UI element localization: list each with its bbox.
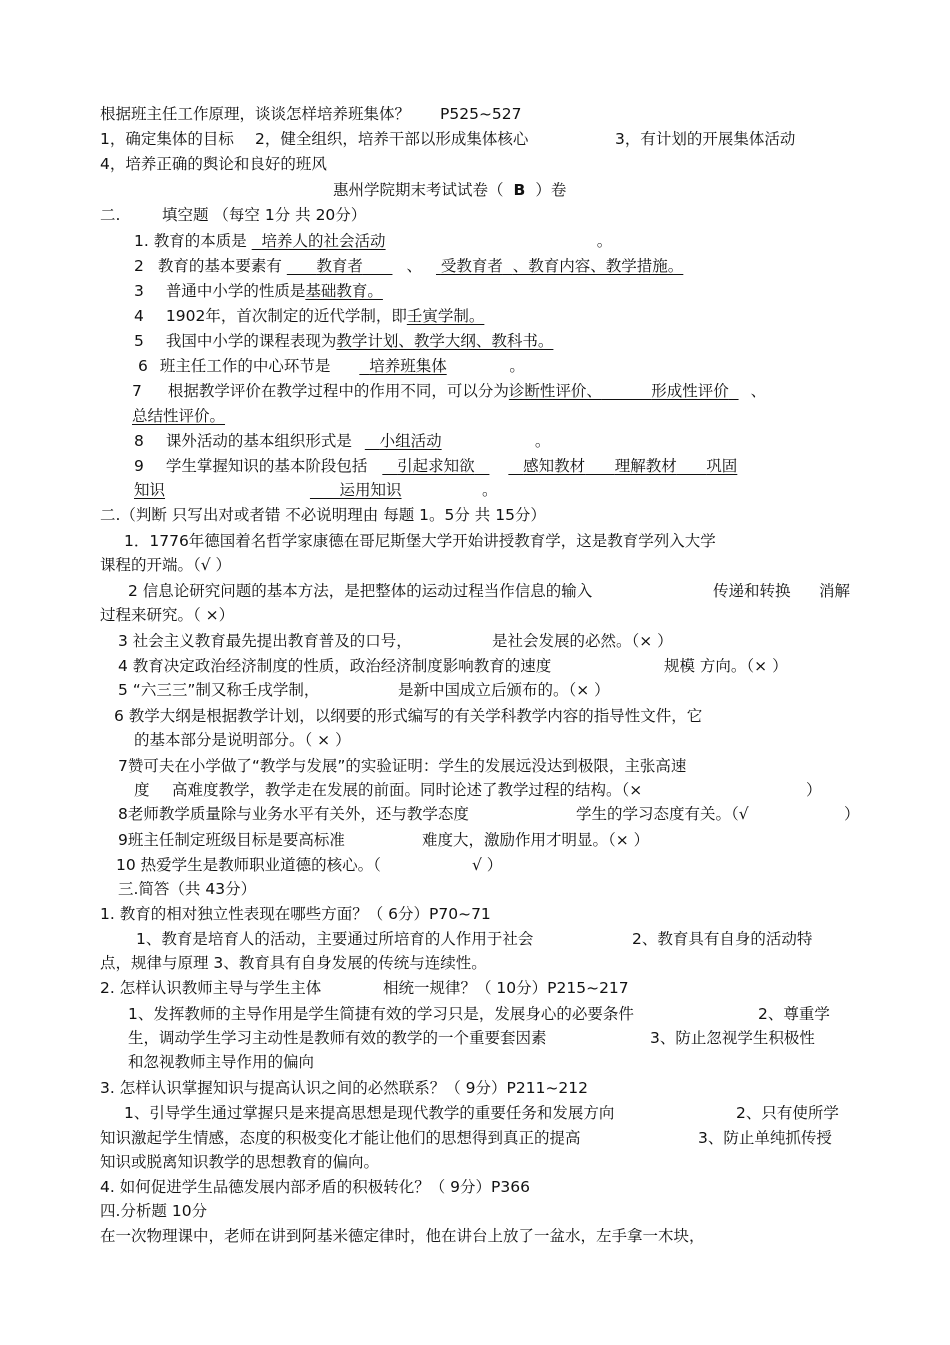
intro-answer-d: 4，培养正确的舆论和良好的班风 (100, 155, 327, 173)
fill-q8-answer: 小组活动 (379, 432, 442, 450)
fill-q5-answer: 教学计划、教学大纲、教科书。 (336, 332, 554, 350)
fill-q7-answer-3: 总结性评价。 (132, 407, 226, 425)
judge-q5: 5 “六三三”制又称壬戌学制， 是新中国成立后颁布的。（× ） (118, 681, 610, 699)
judge-q1: 1．1776年德国着名哲学家康德在哥尼斯堡大学开始讲授教育学，这是教育学列入大学 (124, 532, 716, 550)
short-q1-answer-cont: 点，规律与原理 3、教育具有自身发展的传统与连续性。 (100, 954, 487, 972)
judge-q1-cont: 课程的开端。（√ ） (100, 556, 232, 574)
judge-q9: 9班主任制定班级目标是要高标准 难度大，激励作用才明显。（× ） (118, 831, 650, 849)
fill-q9-answer-1: 引起求知欲 (397, 457, 475, 475)
judge-q2-cont: 过程来研究。（ ×） (100, 606, 235, 624)
short-heading: 三.简答（共 43分） (118, 880, 257, 898)
intro-question-ref: P525~527 (440, 105, 522, 123)
judge-q10: 10 热爱学生是教师职业道德的核心。（ √ ） (116, 856, 503, 874)
judge-q6: 6 教学大纲是根据教学计划，以纲要的形式编写的有关学科教学内容的指导性文件，它 (114, 707, 703, 725)
intro-answer-line-1 (100, 129, 796, 149)
fill-q4-answer: 壬寅学制。 (406, 307, 485, 325)
fill-q7-answer-2: 形成性评价 (651, 382, 729, 400)
exam-variant: B (513, 181, 526, 199)
fill-q1-answer: 培养人的社会活动 (261, 232, 386, 250)
fill-q9-answer-2: 感知教材 理解教材 巩固 (523, 457, 738, 475)
fill-q6-answer: 培养班集体 (369, 357, 447, 375)
judge-q3: 3 社会主义教育最先提出教育普及的口号， 是社会发展的必然。（× ） (118, 632, 673, 650)
fill-blank-title: 填空题 （每空 1分 共 20分） (162, 206, 367, 224)
short-q3: 3. 怎样认识掌握知识与提高认识之间的必然联系？（ 9分）P211~212 (100, 1079, 589, 1097)
fill-q7: 7 根据教学评价在教学过程中的作用不同，可以分为诊断性评价、 形成性评价 、 (132, 382, 767, 400)
fill-q5: 5 我国中小学的课程表现为教学计划、教学大纲、教科书。 (134, 331, 567, 351)
fill-q7-cont (132, 406, 225, 426)
judge-heading: 二.（判断 只写出对或者错 不必说明理由 每题 1。5分 共 15分） (100, 506, 546, 524)
fill-blank-heading: 二. 填空题 （每空 1分 共 20分） (100, 206, 367, 224)
judge-q4: 4 教育决定政治经济制度的性质，政治经济制度影响教育的速度 规模 方向。（× ） (118, 657, 788, 675)
fill-q8: 8 课外活动的基本组织形式是 小组活动 。 (134, 432, 551, 450)
fill-q3-answer: 基础教育。 (305, 282, 383, 300)
fill-q2: 2 教育的基本要素有 教育者 、 受教育者 、教育内容、教学措施。 (134, 257, 684, 275)
fill-q1: 1. 教育的本质是 培养人的社会活动 。 (134, 232, 613, 250)
judge-q7-cont: 度 高难度教学，教学走在发展的前面。同时论述了教学过程的结构。（× ） (134, 781, 822, 799)
fill-q9: 9 学生掌握知识的基本阶段包括 引起求知欲 感知教材 理解教材 巩固 (134, 457, 738, 475)
short-q2-answer-1: 1、发挥教师的主导作用是学生简捷有效的学习只是，发展身心的必要条件 2、尊重学 (128, 1005, 830, 1023)
short-q2-answer-3: 和忽视教师主导作用的偏向 (128, 1053, 315, 1071)
judge-q7: 7赞可夫在小学做了“教学与发展”的实验证明：学生的发展远没达到极限，主张高速 (118, 757, 687, 775)
judge-q6-cont: 的基本部分是说明部分。（ × ） (134, 731, 351, 749)
short-q1-answer: 1、教育是培育人的活动，主要通过所培育的人作用于社会 2、教育具有自身的活动特 (136, 930, 813, 948)
fill-q4: 4 1902年，首次制定的近代学制，即壬寅学制。 (134, 307, 485, 325)
short-q3-answer-3: 知识或脱离知识教学的思想教育的偏向。 (100, 1153, 380, 1171)
short-q2: 2. 怎样认识教师主导与学生主体 相统一规律？（ 10分）P215~217 (100, 979, 629, 997)
judge-q2: 2 信息论研究问题的基本方法，是把整体的运动过程当作信息的输入 传递和转换 消解 (128, 582, 851, 600)
fill-q9-cont: 知识 运用知识 。 (134, 481, 498, 499)
fill-q3: 3 普通中小学的性质是基础教育。 (134, 282, 383, 300)
analysis-heading: 四.分析题 10分 (100, 1202, 208, 1220)
fill-q2-answer-2: 受教育者 、教育内容、教学措施。 (440, 257, 684, 275)
short-q3-answer-2: 知识激起学生情感，态度的积极变化才能让他们的思想得到真正的提高 3、防止单纯抓传授 (100, 1129, 832, 1147)
intro-question: 根据班主任工作原理，谈谈怎样培养班集体？ P525~527 (100, 105, 522, 123)
judge-q8: 8老师教学质量除与业务水平有关外，还与教学态度 学生的学习态度有关。（√ ） (118, 805, 860, 823)
fill-q7-answer-1: 诊断性评价、 (508, 382, 602, 400)
intro-answer-c: 3，有计划的开展集体活动 (615, 130, 796, 148)
fill-q9-answer-4: 知识 (134, 481, 166, 499)
analysis-text: 在一次物理课中，老师在讲到阿基米德定律时，他在讲台上放了一盆水，左手拿一木块， (100, 1227, 705, 1245)
short-q4: 4. 如何促进学生品德发展内部矛盾的积极转化？（ 9分）P366 (100, 1178, 530, 1196)
short-q1: 1. 教育的相对独立性表现在哪些方面？（ 6分）P70~71 (100, 905, 491, 923)
short-q2-answer-2: 生，调动学生学习主动性是教师有效的教学的一个重要套因素 3、防止忽视学生积极性 (128, 1029, 815, 1047)
intro-answer-b: 2，健全组织，培养干部以形成集体核心 (255, 130, 529, 148)
fill-q9-answer-5: 运用知识 (339, 481, 402, 499)
fill-q2-answer-1: 教育者 (316, 257, 363, 275)
intro-answer-a: 1，确定集体的目标 (100, 130, 234, 148)
fill-q6: 6 班主任工作的中心环节是 培养班集体 。 (138, 357, 525, 375)
exam-title: 惠州学院期末考试试卷（ B ）卷 (333, 181, 567, 199)
short-q3-answer-1: 1、引导学生通过掌握只是来提高思想是现代教学的重要任务和发展方向 2、只有使所学 (124, 1104, 839, 1122)
